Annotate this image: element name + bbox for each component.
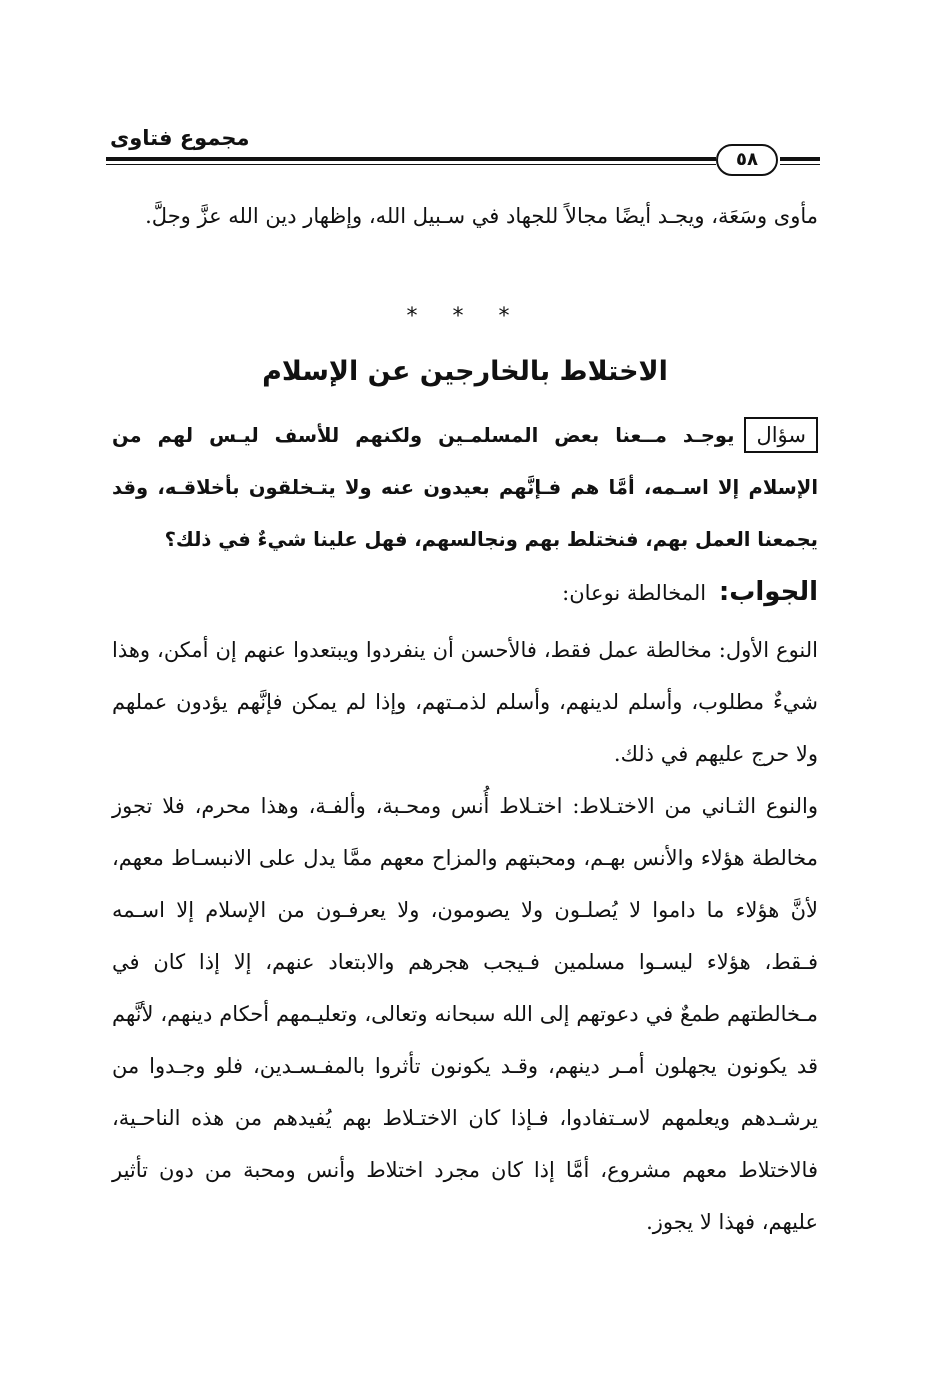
answer-paragraph-1: النوع الأول: مخالطة عمل فقط، فالأحسن أن ينفردوا ويبتعدوا عنهم إن أمكن، وهذا شيءٌ مطلوب، وأسلم لدينهم، وأسلم لذمـتهم، وإذا لم يمكن فإنَّهم يؤدون عملهم ولا حرج عليهم في ذلك. (112, 638, 818, 766)
section-title: الاختلاط بالخارجين عن الإسلام (262, 356, 668, 387)
answer-paragraph-2: والنوع الثـاني من الاختـلاط: اختـلاط أُنس ومحـبة، وألفـة، وهذا محرم، فلا تجوز مخالطة هؤلاء والأنس بهـم، ومحبتهم والمزاح معهم ممَّا يدل على الانبسـاط معهم، لأنَّ هؤلاء ما داموا لا يُصلـون ولا يصومون، ولا يعرفـون من الإسلام إلا اسـمه فـقط، هؤلاء ليسـوا مسلمين فـيجب هجرهم والابتعاد عنهم، إلا إذا كان في مـخالطتهم طمعٌ في دعوتهم إلى الله سبحانه وتعالى، وتعليـمهم أحكام دينهم، لأنَّهم قد يكونون يجهلون أمـر دينهم، وقـد يكونون تأثروا بالمفـسـدين، فلو وجـدوا من يرشـدهم ويعلمهم لاسـتفادوا، فـإذا كان الاختـلاط بهم يُفيدهم من هذه الناحـية، فالاختلاط معهم مشروع، أمَّا إذا كان مجرد اختلاط وأنس ومحبة من دون تأثير عليهم، فهذا لا يجوز. (112, 794, 818, 1234)
page-number-rule-thin (780, 164, 820, 165)
page-number-rule (780, 157, 820, 161)
header-rule-thin (106, 164, 716, 165)
question-text: يوجـد مــعنا بعض المسلمـين ولكنهم للأسف ليـس لهم من الإسلام إلا اسـمه، أمَّا هم فـإنَّهم بعيدون عنه ولا يتـخلقون بأخلاقـه، وقد يجمعنا العمل بهم، فنختلط بهم ونجالسهم، فهل علينا شيءٌ في ذلك؟ (112, 424, 818, 551)
header-rule (106, 157, 716, 161)
answer-intro (112, 566, 818, 619)
page-number-ornament (716, 142, 820, 176)
continuation-paragraph: مأوى وسَعَة، ويجـد أيضًا مجالاً للجهاد في سـبيل الله، وإظهار دين الله عزَّ وجلَّ. (145, 204, 818, 228)
running-header-title: مجموع فتاوى (110, 126, 250, 150)
section-separator: * * * (406, 304, 524, 329)
answer-label: الجواب: (718, 577, 818, 607)
question-label: سؤال (744, 417, 818, 453)
answer-intro-text: المخالطة نوعان: (562, 581, 707, 605)
question-block (112, 410, 818, 566)
page-number: ٥٨ (716, 144, 778, 176)
